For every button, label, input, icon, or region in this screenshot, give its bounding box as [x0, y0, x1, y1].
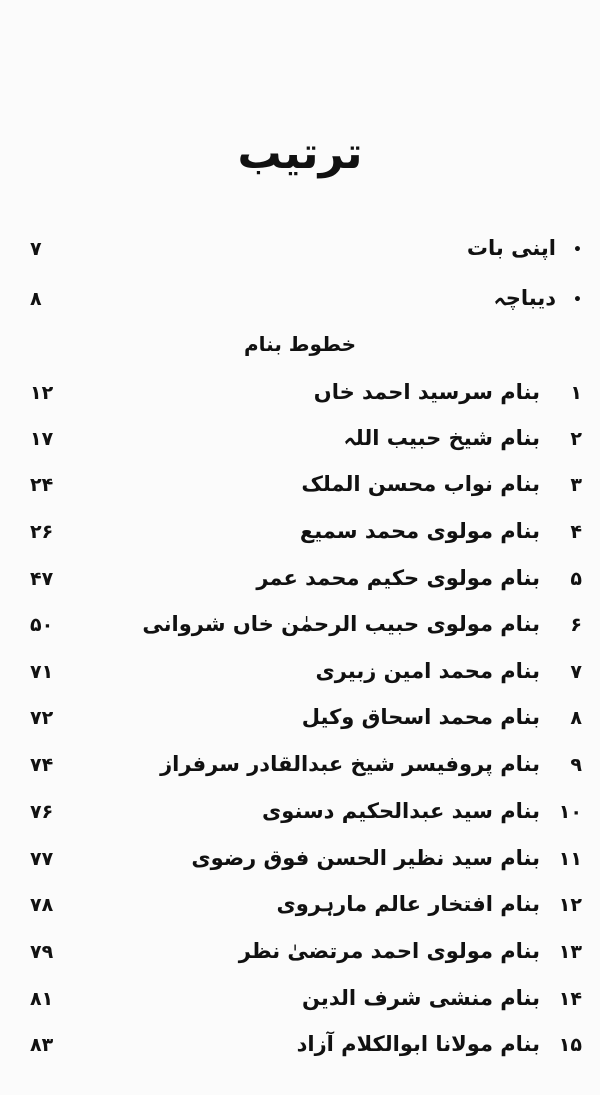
- toc-entry: [30, 799, 582, 839]
- page-number: ۸: [30, 288, 42, 310]
- page-number: ۵۰: [30, 614, 54, 636]
- entry-number: ۱۳: [558, 941, 582, 963]
- page-number: ۱۲: [30, 382, 54, 404]
- toc-entry: [30, 986, 582, 1026]
- entry-label: بنام شیخ حبیب اللہ: [343, 426, 540, 450]
- entry-number: ۵: [570, 568, 582, 590]
- page-number: ۷۲: [30, 707, 54, 729]
- intro-label: اپنی بات: [466, 236, 556, 260]
- entry-label: بنام محمد امین زبیری: [315, 659, 540, 683]
- toc-entry: [30, 472, 582, 512]
- page-number: ۸۱: [30, 988, 54, 1010]
- toc-entry: [30, 846, 582, 886]
- entry-label: بنام پروفیسر شیخ عبدالقادر سرفراز: [160, 752, 540, 776]
- toc-entry: [30, 705, 582, 745]
- entry-number: ۹: [570, 754, 582, 776]
- intro-label: دیباچہ: [493, 286, 556, 310]
- page-number: ۷۷: [30, 848, 54, 870]
- entry-label: بنام منشی شرف الدین: [302, 986, 540, 1010]
- page-number: ۴۷: [30, 568, 54, 590]
- intro-row: [30, 286, 582, 326]
- page-number: ۲۶: [30, 521, 54, 543]
- entry-number: ۱۴: [558, 988, 582, 1010]
- entry-number: ۱۱: [558, 848, 582, 870]
- page-number: ۷۸: [30, 894, 54, 916]
- entry-number: ۴: [570, 521, 582, 543]
- entry-number: ۱: [570, 382, 582, 404]
- entry-label: بنام مولوی حکیم محمد عمر: [256, 566, 540, 590]
- entry-number: ۲: [570, 428, 582, 450]
- entry-label: بنام محمد اسحاق وکیل: [301, 705, 540, 729]
- bullet: •: [573, 242, 582, 258]
- entry-number: ۸: [570, 707, 582, 729]
- entry-label: بنام نواب محسن الملک: [301, 472, 540, 496]
- entry-label: بنام سید عبدالحکیم دسنوی: [262, 799, 540, 823]
- intro-row: [30, 236, 582, 276]
- entry-number: ۱۵: [558, 1034, 582, 1056]
- toc-entry: [30, 939, 582, 979]
- entry-label: بنام مولوی حبیب الرحمٰن خاں شروانی: [142, 612, 540, 636]
- entry-label: بنام سرسید احمد خاں: [313, 380, 540, 404]
- toc-entry: [30, 752, 582, 792]
- entry-label: بنام مولوی احمد مرتضیٰ نظر: [238, 939, 540, 963]
- toc-entry: [30, 566, 582, 606]
- toc-entry: [30, 1032, 582, 1072]
- toc-entry: [30, 426, 582, 466]
- bullet: •: [573, 292, 582, 308]
- toc-entry: [30, 612, 582, 652]
- page-title: ترتیب: [237, 128, 363, 179]
- page-number: ۷۶: [30, 801, 54, 823]
- page-number: ۱۷: [30, 428, 54, 450]
- page-number: ۷۱: [30, 661, 54, 683]
- entry-label: بنام مولانا ابوالکلام آزاد: [296, 1032, 540, 1056]
- toc-entry: [30, 519, 582, 559]
- section-heading: خطوط بنام: [243, 332, 356, 356]
- entry-number: ۱۲: [558, 894, 582, 916]
- entry-number: ۷: [570, 661, 582, 683]
- entry-label: بنام سید نظیر الحسن فوق رضوی: [191, 846, 540, 870]
- toc-entry: [30, 380, 582, 420]
- entry-label: بنام افتخار عالم مارہروی: [276, 892, 540, 916]
- toc-entry: [30, 892, 582, 932]
- entry-label: بنام مولوی محمد سمیع: [299, 519, 540, 543]
- page-number: ۷۹: [30, 941, 54, 963]
- page-number: ۷۴: [30, 754, 54, 776]
- toc-entry: [30, 659, 582, 699]
- page-number: ۸۳: [30, 1034, 54, 1056]
- entry-number: ۳: [570, 474, 582, 496]
- entry-number: ۶: [570, 614, 582, 636]
- page-number: ۲۴: [30, 474, 54, 496]
- page-number: ۷: [30, 238, 42, 260]
- entry-number: ۱۰: [558, 801, 582, 823]
